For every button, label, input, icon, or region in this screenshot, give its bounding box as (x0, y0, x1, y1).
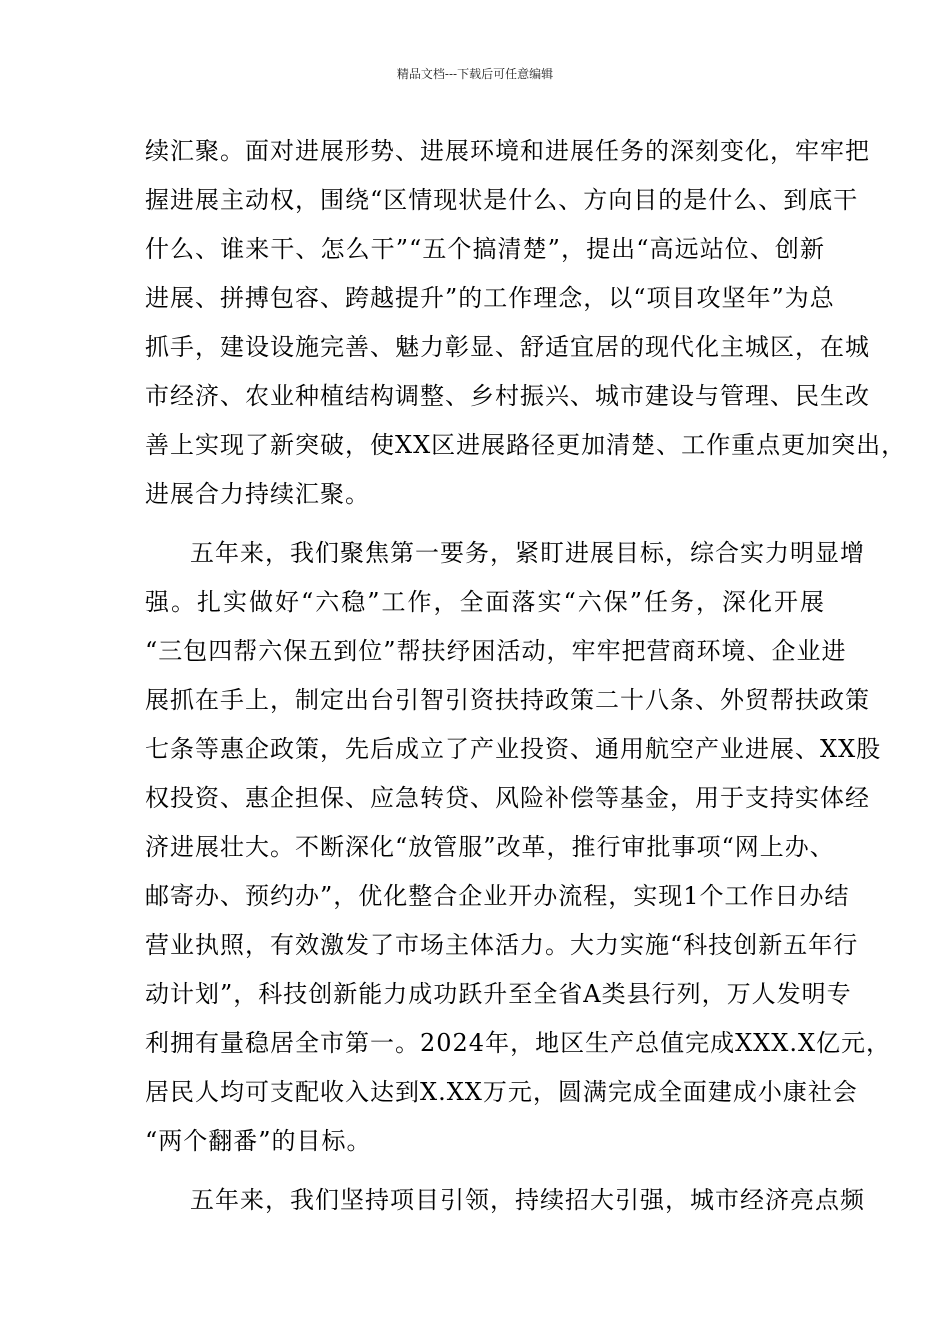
text-line: “两个翻番”的目标。 (145, 1127, 372, 1155)
paragraph (145, 133, 907, 525)
text-line: 市经济、农业种植结构调整、乡村振兴、城市建设与管理、民生改 (145, 382, 870, 410)
text-line: 七条等惠企政策，先后成立了产业投资、通用航空产业进展、XX股 (145, 735, 882, 763)
text-line: 五年来，我们坚持项目引领，持续招大引强，城市经济亮点频 (190, 1186, 865, 1214)
text-line: 什么、谁来干、怎么干”“五个搞清楚”，提出“高远站位、创新 (145, 235, 825, 263)
text-line: 续汇聚。面对进展形势、进展环境和进展任务的深刻变化，牢牢把 (145, 137, 870, 165)
text-line: 抓手，建设设施完善、魅力彰显、舒适宜居的现代化主城区，在城 (145, 333, 870, 361)
text-line: 利拥有量稳居全市第一。2024年，地区生产总值完成XXX.X亿元， (145, 1029, 892, 1057)
paragraph (145, 1182, 865, 1231)
text-line: 展抓在手上，制定出台引智引资扶持政策二十八条、外贸帮扶政策 (145, 686, 870, 714)
text-line: 强。扎实做好“六稳”工作，全面落实“六保”任务，深化开展 (145, 588, 825, 616)
text-line: 五年来，我们聚焦第一要务，紧盯进展目标，综合实力明显增 (190, 539, 865, 567)
text-line: 进展、拼搏包容、跨越提升”的工作理念，以“项目攻坚年”为总 (145, 284, 835, 312)
text-line: 营业执照，有效激发了市场主体活力。大力实施“科技创新五年行 (145, 931, 859, 959)
text-line: 济进展壮大。不断深化“放管服”改革，推行审批事项“网上办、 (145, 833, 835, 861)
text-line: 邮寄办、预约办”，优化整合企业开办流程，实现1个工作日办结 (145, 882, 850, 910)
text-line: 动计划”，科技创新能力成功跃升至全省A类县行列，万人发明专 (145, 980, 852, 1008)
text-line: 进展合力持续汇聚。 (145, 480, 370, 508)
document-body (145, 133, 907, 1231)
text-line: 居民人均可支配收入达到X.XX万元，圆满完成全面建成小康社会 (145, 1078, 858, 1106)
text-line: 握进展主动权，围绕“区情现状是什么、方向目的是什么、到底干 (145, 186, 859, 214)
text-line: “三包四帮六保五到位”帮扶纾困活动，牢牢把营商环境、企业进 (145, 637, 847, 665)
page-header: 精品文档---下载后可任意编辑 (396, 67, 554, 81)
text-line: 权投资、惠企担保、应急转贷、风险补偿等基金，用于支持实体经 (145, 784, 870, 812)
text-line: 善上实现了新突破，使XX区进展路径更加清楚、工作重点更加突出， (145, 431, 907, 459)
paragraph (145, 535, 892, 1172)
